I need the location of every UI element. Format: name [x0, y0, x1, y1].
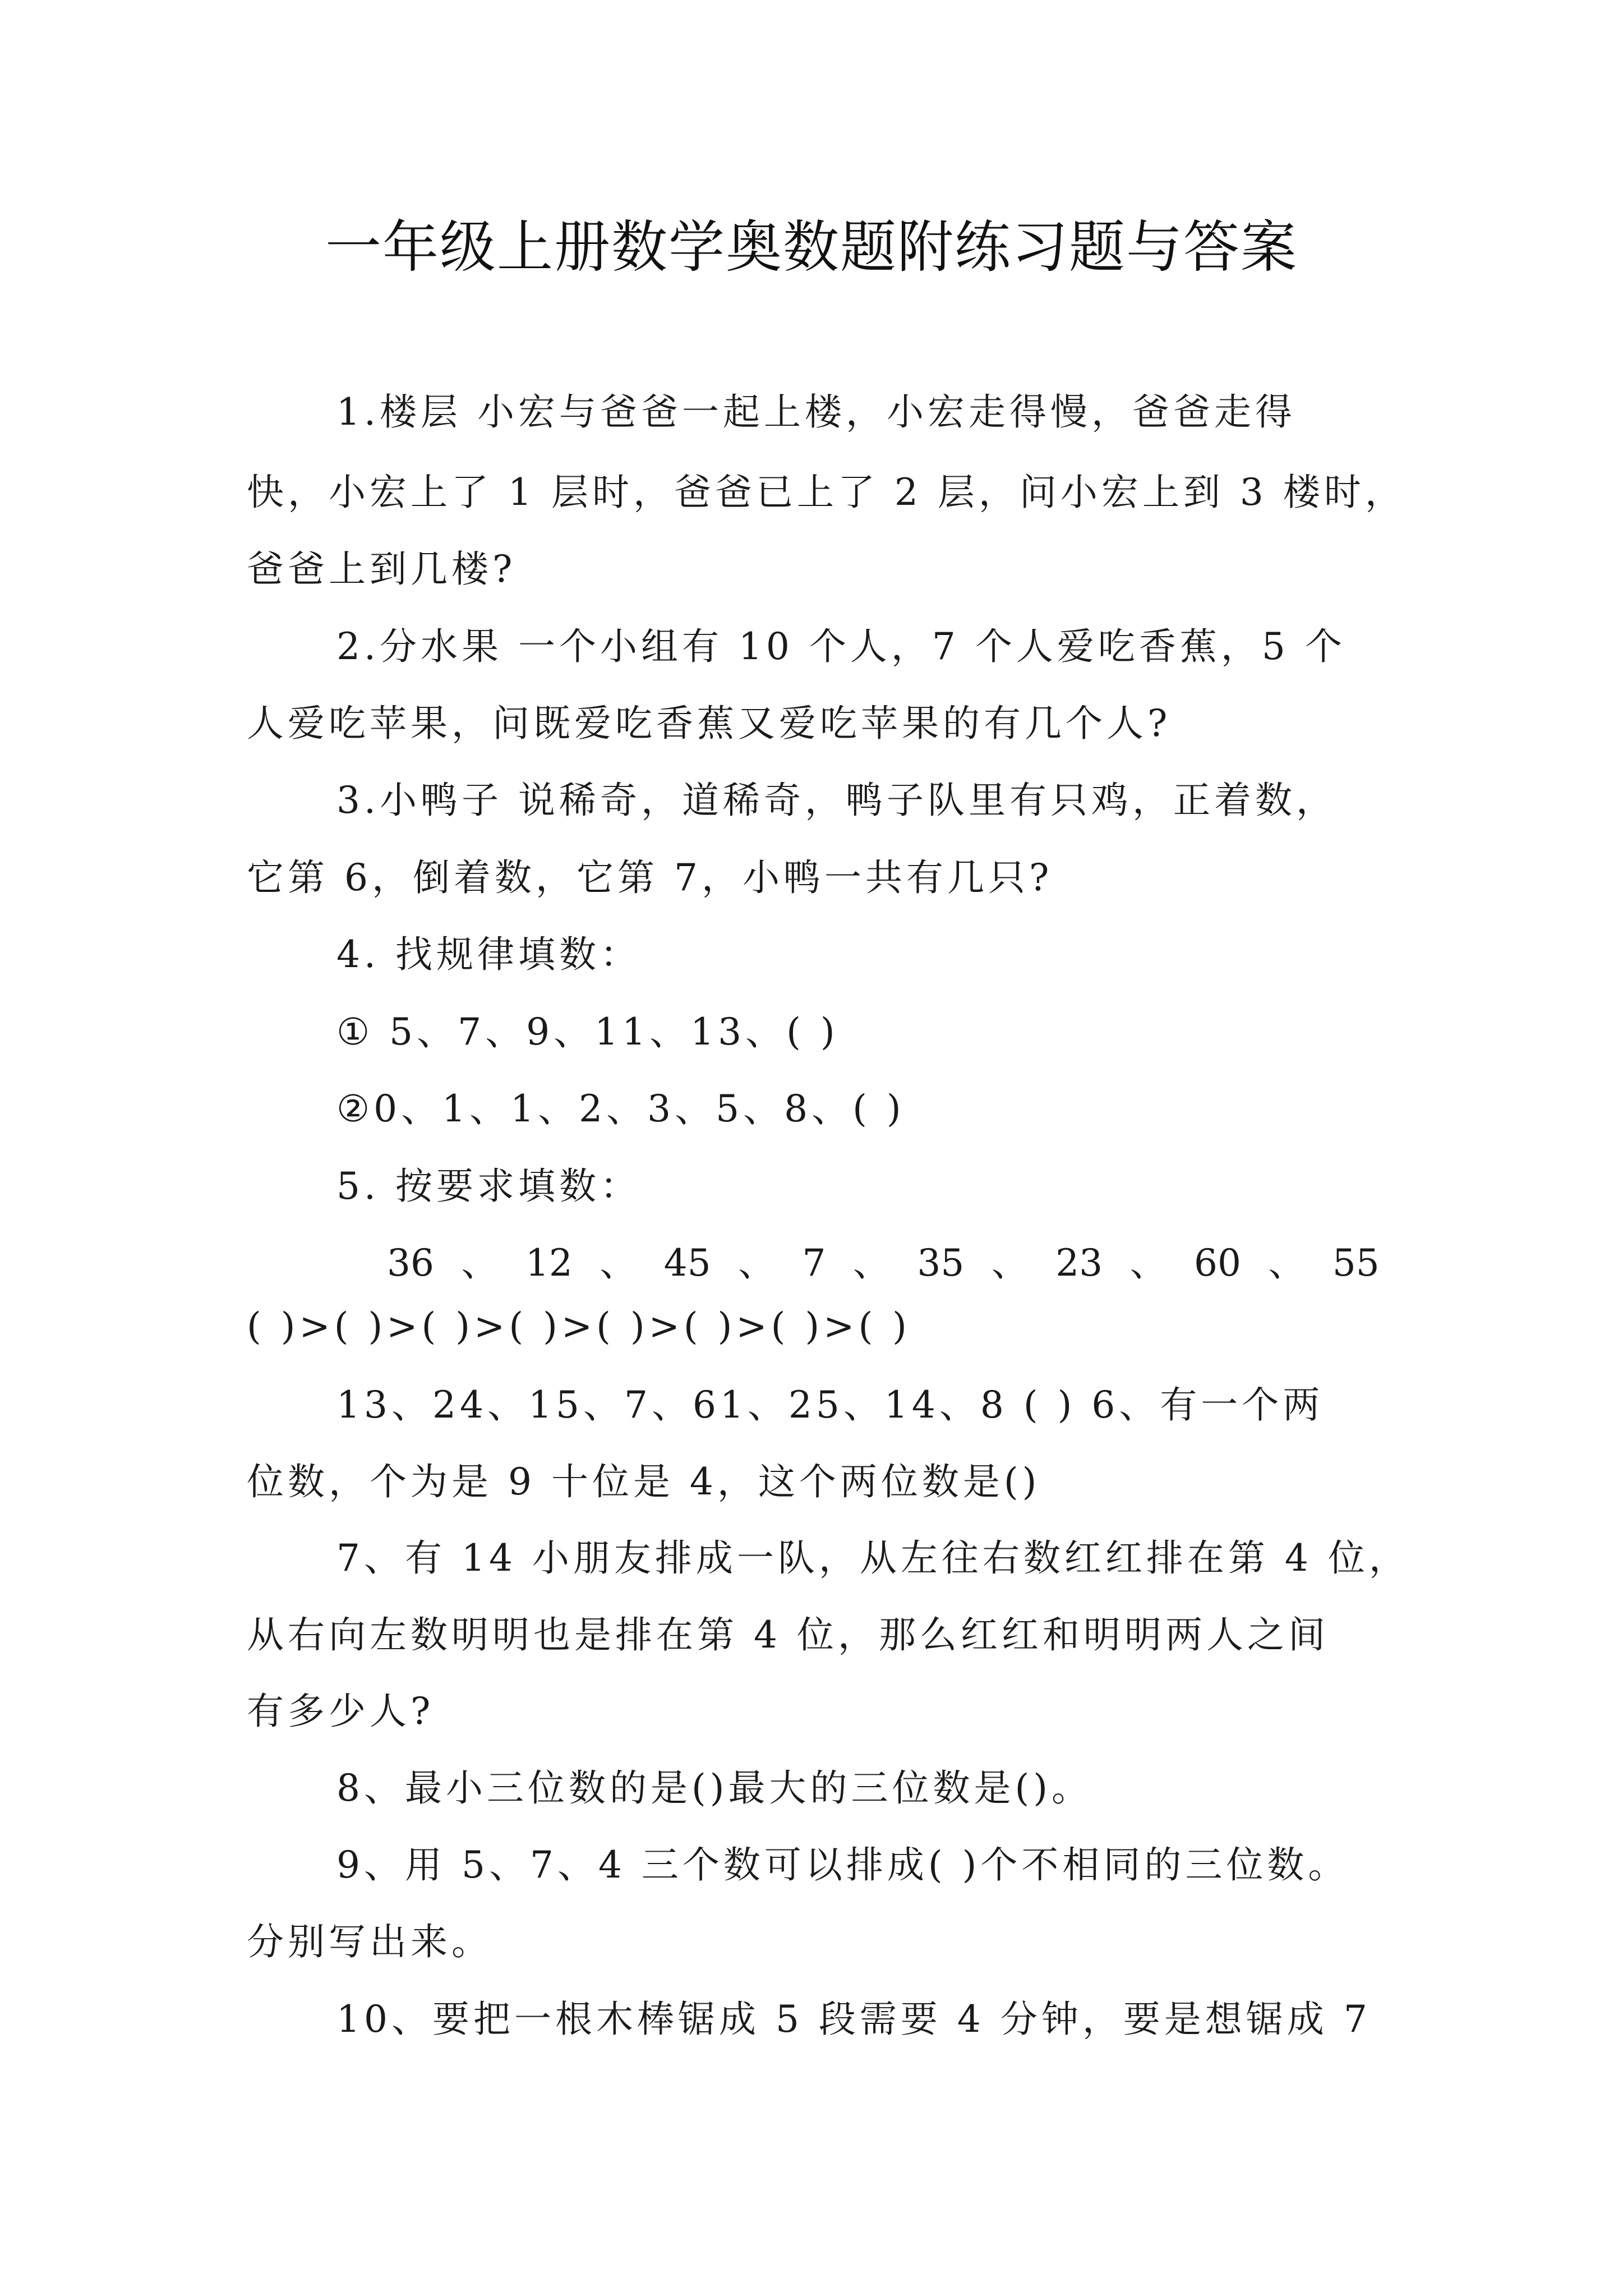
text-line: 13、24、15、7、61、25、14、8 ( ) 6、有一个两: [336, 1383, 1324, 1427]
separator: 、: [1129, 1241, 1167, 1285]
number-item: 7: [802, 1241, 826, 1285]
separator: 、: [600, 1241, 637, 1285]
text-line: 10、要把一根木棒锯成 5 段需要 4 分钟，要是想锯成 7: [336, 1998, 1371, 2041]
text-line: 它第 6，倒着数，它第 7，小鸭一共有几只?: [247, 856, 1053, 899]
separator: 、: [461, 1241, 499, 1285]
number-item: 35: [917, 1241, 965, 1285]
separator: 、: [991, 1241, 1029, 1285]
text-line: 分别写出来。: [247, 1920, 492, 1963]
separator: 、: [738, 1241, 776, 1285]
text-line: 爸爸上到几楼?: [247, 547, 517, 591]
number-item: 12: [525, 1241, 573, 1285]
text-line: 位数，个为是 9 十位是 4，这个两位数是(): [247, 1460, 1041, 1503]
text-line: 有多少人?: [247, 1690, 435, 1733]
separator: 、: [852, 1241, 890, 1285]
text-line: ②0、1、1、2、3、5、8、( ): [336, 1087, 905, 1130]
number-item: 36: [387, 1241, 434, 1285]
text-line: 9、用 5、7、4 三个数可以排成( )个不相同的三位数。: [336, 1843, 1349, 1887]
text-line: 1.楼层 小宏与爸爸一起上楼，小宏走得慢，爸爸走得: [336, 390, 1296, 434]
number-item: 60: [1193, 1241, 1241, 1285]
text-line: 从右向左数明明也是排在第 4 位，那么红红和明明两人之间: [247, 1613, 1329, 1657]
text-line: 3.小鸭子 说稀奇，道稀奇，鸭子队里有只鸡，正着数，: [336, 779, 1337, 822]
separator: 、: [1268, 1241, 1306, 1285]
number-item: 55: [1332, 1241, 1380, 1285]
number-row: [387, 1238, 1380, 1289]
text-line: 2.分水果 一个小组有 10 个人，7 个人爱吃香蕉，5 个: [336, 625, 1346, 668]
text-line: 4. 找规律填数：: [336, 933, 641, 976]
text-line: 快，小宏上了 1 层时，爸爸已上了 2 层，问小宏上到 3 楼时，: [247, 471, 1406, 514]
number-item: 45: [663, 1241, 711, 1285]
text-line: ① 5、7、9、11、13、( ): [336, 1010, 839, 1053]
text-line: 8、最小三位数的是()最大的三位数是()。: [336, 1766, 1092, 1810]
document-title: 一年级上册数学奥数题附练习题与答案: [325, 214, 1298, 280]
text-line: 5. 按要求填数：: [336, 1165, 641, 1208]
number-item: 23: [1055, 1241, 1103, 1285]
text-line: ( )>( )>( )>( )>( )>( )>( )>( ): [247, 1305, 911, 1348]
text-line: 人爱吃苹果，问既爱吃香蕉又爱吃苹果的有几个人?: [247, 702, 1172, 745]
text-line: 7、有 14 小朋友排成一队，从左往右数红红排在第 4 位，: [336, 1536, 1410, 1580]
